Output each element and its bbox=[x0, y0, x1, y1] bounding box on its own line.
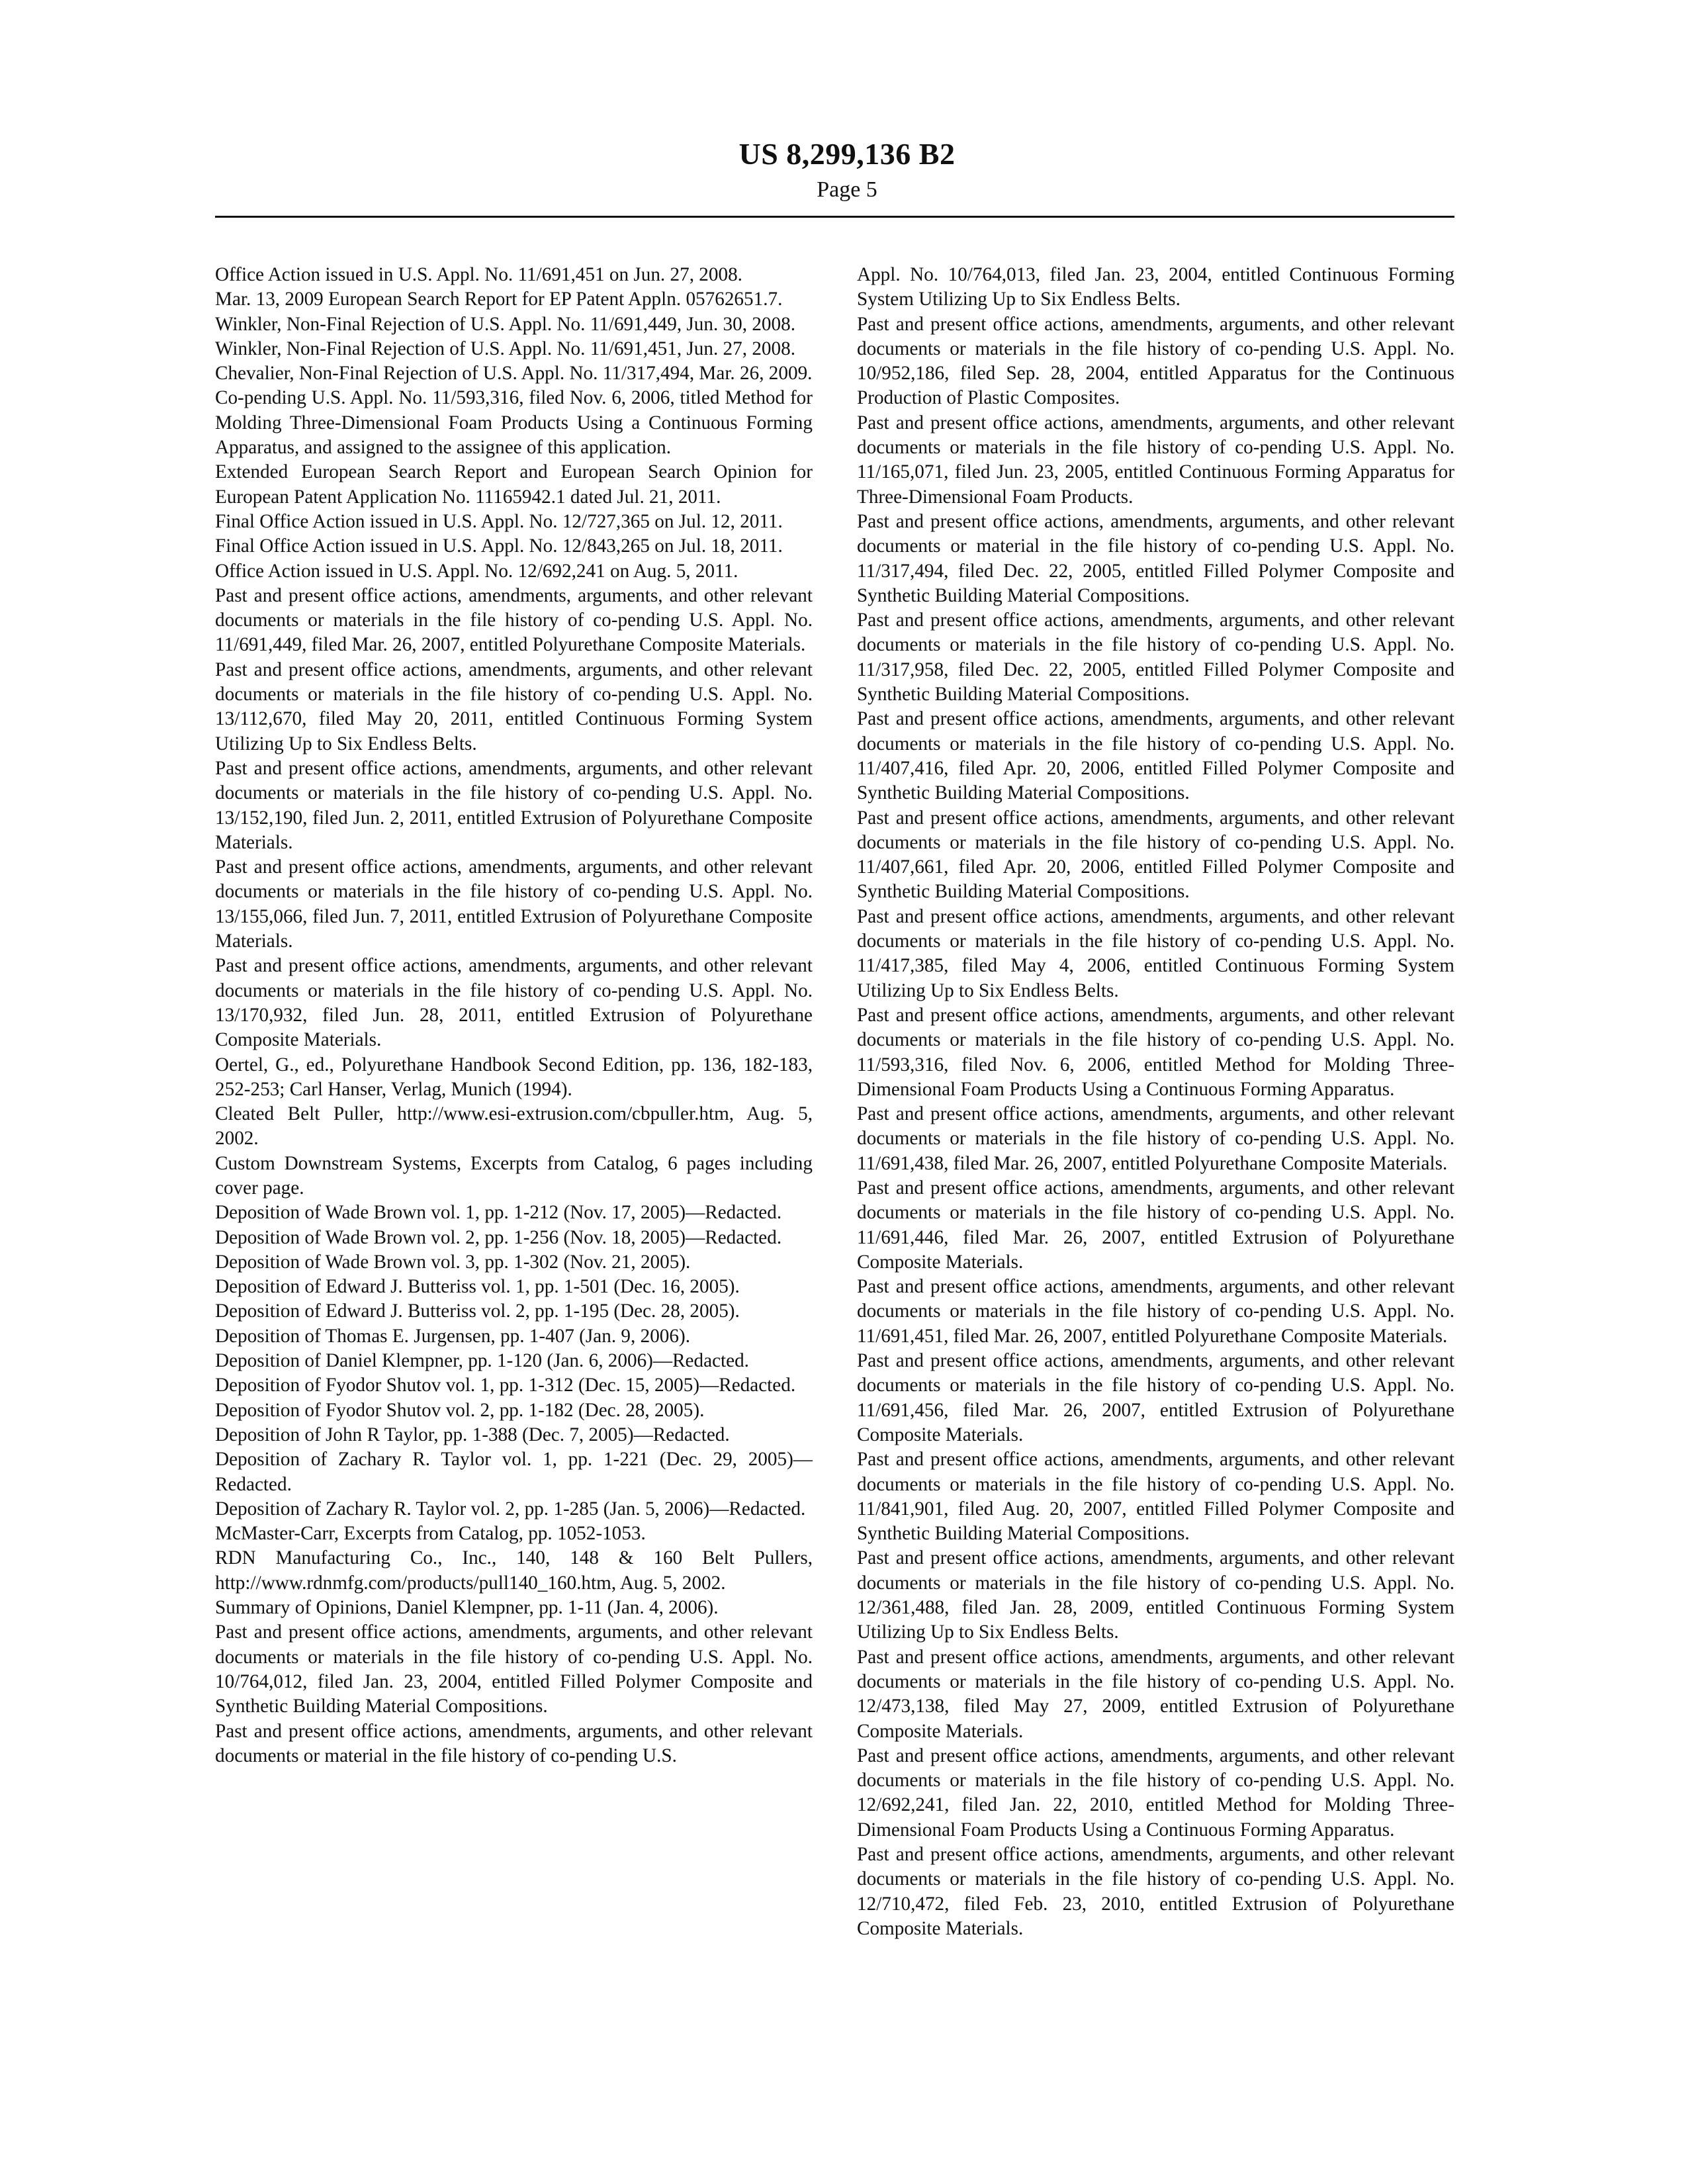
reference-entry: Past and present office actions, amendments, arguments, and other relevant documents or materials in the file history of co-pending U.S. Appl. No. 11/317,958, filed Dec. 22, 2005, entitled Filled Polymer Composite and Synthetic Building Material Compositions. bbox=[857, 608, 1454, 707]
page-header bbox=[0, 136, 1694, 205]
reference-entry: Past and present office actions, amendments, arguments, and other relevant documents or materials in the file history of co-pending U.S. Appl. No. 10/764,012, filed Jan. 23, 2004, entitled Filled Polymer Composite and Synthetic Building Material Compositions. bbox=[215, 1620, 813, 1719]
reference-entry: RDN Manufacturing Co., Inc., 140, 148 & 160 Belt Pullers, http://www.rdnmfg.com/products/pull140_160.htm, Aug. 5, 2002. bbox=[215, 1546, 813, 1596]
reference-entry: Deposition of Edward J. Butteriss vol. 2, pp. 1-195 (Dec. 28, 2005). bbox=[215, 1299, 813, 1324]
reference-entry: Past and present office actions, amendments, arguments, and other relevant documents or materials in the file history of co-pending U.S. Appl. No. 11/407,661, filed Apr. 20, 2006, entitled Filled Polymer Composite and Synthetic Building Material Compositions. bbox=[857, 806, 1454, 905]
reference-entry: Deposition of Zachary R. Taylor vol. 2, pp. 1-285 (Jan. 5, 2006)—Redacted. bbox=[215, 1497, 813, 1522]
patent-number: US 8,299,136 B2 bbox=[0, 136, 1694, 173]
reference-entry: Summary of Opinions, Daniel Klempner, pp. 1-11 (Jan. 4, 2006). bbox=[215, 1596, 813, 1620]
reference-entry: Oertel, G., ed., Polyurethane Handbook Second Edition, pp. 136, 182-183, 252-253; Carl Hanser, Verlag, Munich (1994). bbox=[215, 1053, 813, 1103]
reference-entry: Past and present office actions, amendments, arguments, and other relevant documents or materials in the file history of co-pending U.S. Appl. No. 11/593,316, filed Nov. 6, 2006, entitled Method for Molding Three-Dimensional Foam Products Using a Continuous Forming Apparatus. bbox=[857, 1003, 1454, 1102]
reference-entry: Past and present office actions, amendments, arguments, and other relevant documents or materials in the file history of co-pending U.S. Appl. No. 11/165,071, filed Jun. 23, 2005, entitled Continuous Forming Apparatus for Three-Dimensional Foam Products. bbox=[857, 411, 1454, 510]
right-column bbox=[857, 263, 1454, 1941]
reference-entry: Custom Downstream Systems, Excerpts from Catalog, 6 pages including cover page. bbox=[215, 1152, 813, 1201]
reference-entry: Deposition of Wade Brown vol. 1, pp. 1-212 (Nov. 17, 2005)—Redacted. bbox=[215, 1201, 813, 1225]
reference-entry: Past and present office actions, amendments, arguments, and other relevant documents or materials in the file history of co-pending U.S. Appl. No. 11/841,901, filed Aug. 20, 2007, entitled Filled Polymer Composite and Synthetic Building Material Compositions. bbox=[857, 1447, 1454, 1546]
reference-entry: Past and present office actions, amendments, arguments, and other relevant documents or materials in the file history of co-pending U.S. Appl. No. 13/155,066, filed Jun. 7, 2011, entitled Extrusion of Polyurethane Composite Materials. bbox=[215, 855, 813, 954]
reference-entry: Deposition of Fyodor Shutov vol. 1, pp. 1-312 (Dec. 15, 2005)—Redacted. bbox=[215, 1373, 813, 1398]
reference-entry: McMaster-Carr, Excerpts from Catalog, pp. 1052-1053. bbox=[215, 1522, 813, 1546]
reference-entry: Cleated Belt Puller, http://www.esi-extrusion.com/cbpuller.htm, Aug. 5, 2002. bbox=[215, 1102, 813, 1152]
reference-entry: Past and present office actions, amendments, arguments, and other relevant documents or materials in the file history of co-pending U.S. Appl. No. 12/710,472, filed Feb. 23, 2010, entitled Extrusion of Polyurethane Composite Materials. bbox=[857, 1843, 1454, 1941]
reference-entry: Mar. 13, 2009 European Search Report for EP Patent Appln. 05762651.7. bbox=[215, 287, 813, 312]
reference-entry: Past and present office actions, amendments, arguments, and other relevant documents or materials in the file history of co-pending U.S. Appl. No. 10/952,186, filed Sep. 28, 2004, entitled Apparatus for the Continuous Production of Plastic Composites. bbox=[857, 312, 1454, 411]
reference-entry: Deposition of Thomas E. Jurgensen, pp. 1-407 (Jan. 9, 2006). bbox=[215, 1324, 813, 1349]
reference-entry: Past and present office actions, amendments, arguments, and other relevant documents or materials in the file history of co-pending U.S. Appl. No. 11/691,438, filed Mar. 26, 2007, entitled Polyurethane Composite Materials. bbox=[857, 1102, 1454, 1176]
reference-entry: Past and present office actions, amendments, arguments, and other relevant documents or materials in the file history of co-pending U.S. Appl. No. 11/407,416, filed Apr. 20, 2006, entitled Filled Polymer Composite and Synthetic Building Material Compositions. bbox=[857, 707, 1454, 805]
reference-entry: Past and present office actions, amendments, arguments, and other relevant documents or material in the file history of co-pending U.S. Appl. No. 11/317,494, filed Dec. 22, 2005, entitled Filled Polymer Composite and Synthetic Building Material Compositions. bbox=[857, 510, 1454, 608]
reference-entry: Past and present office actions, amendments, arguments, and other relevant documents or materials in the file history of co-pending U.S. Appl. No. 12/473,138, filed May 27, 2009, entitled Extrusion of Polyurethane Composite Materials. bbox=[857, 1645, 1454, 1744]
reference-entry: Past and present office actions, amendments, arguments, and other relevant documents or materials in the file history of co-pending U.S. Appl. No. 11/417,385, filed May 4, 2006, entitled Continuous Forming System Utilizing Up to Six Endless Belts. bbox=[857, 905, 1454, 1003]
reference-entry: Deposition of Wade Brown vol. 3, pp. 1-302 (Nov. 21, 2005). bbox=[215, 1250, 813, 1275]
reference-entry: Final Office Action issued in U.S. Appl. No. 12/843,265 on Jul. 18, 2011. bbox=[215, 534, 813, 559]
reference-entry: Past and present office actions, amendments, arguments, and other relevant documents or materials in the file history of co-pending U.S. Appl. No. 13/170,932, filed Jun. 28, 2011, entitled Extrusion of Polyurethane Composite Materials. bbox=[215, 954, 813, 1052]
reference-entry: Extended European Search Report and European Search Opinion for European Patent Application No. 11165942.1 dated Jul. 21, 2011. bbox=[215, 460, 813, 510]
reference-entry: Deposition of Edward J. Butteriss vol. 1, pp. 1-501 (Dec. 16, 2005). bbox=[215, 1275, 813, 1299]
reference-entry: Past and present office actions, amendments, arguments, and other relevant documents or materials in the file history of co-pending U.S. Appl. No. 12/692,241, filed Jan. 22, 2010, entitled Method for Molding Three-Dimensional Foam Products Using a Continuous Forming Apparatus. bbox=[857, 1744, 1454, 1843]
reference-entry: Past and present office actions, amendments, arguments, and other relevant documents or materials in the file history of co-pending U.S. Appl. No. 11/691,451, filed Mar. 26, 2007, entitled Polyurethane Composite Materials. bbox=[857, 1275, 1454, 1349]
header-rule bbox=[215, 216, 1454, 218]
reference-entry: Deposition of Fyodor Shutov vol. 2, pp. 1-182 (Dec. 28, 2005). bbox=[215, 1398, 813, 1423]
reference-entry: Chevalier, Non-Final Rejection of U.S. Appl. No. 11/317,494, Mar. 26, 2009. bbox=[215, 361, 813, 386]
reference-entry: Past and present office actions, amendments, arguments, and other relevant documents or materials in the file history of co-pending U.S. Appl. No. 13/152,190, filed Jun. 2, 2011, entitled Extrusion of Polyurethane Composite Materials. bbox=[215, 756, 813, 855]
reference-entry: Co-pending U.S. Appl. No. 11/593,316, filed Nov. 6, 2006, titled Method for Molding Three-Dimensional Foam Products Using a Continuous Forming Apparatus, and assigned to the assignee of this application. bbox=[215, 386, 813, 460]
reference-entry: Deposition of John R Taylor, pp. 1-388 (Dec. 7, 2005)—Redacted. bbox=[215, 1423, 813, 1447]
reference-entry: Winkler, Non-Final Rejection of U.S. Appl. No. 11/691,449, Jun. 30, 2008. bbox=[215, 312, 813, 337]
reference-entry: Past and present office actions, amendments, arguments, and other relevant documents or materials in the file history of co-pending U.S. Appl. No. 11/691,456, filed Mar. 26, 2007, entitled Extrusion of Polyurethane Composite Materials. bbox=[857, 1349, 1454, 1447]
reference-entry: Office Action issued in U.S. Appl. No. 11/691,451 on Jun. 27, 2008. bbox=[215, 263, 813, 287]
reference-entry: Past and present office actions, amendments, arguments, and other relevant documents or materials in the file history of co-pending U.S. Appl. No. 11/691,446, filed Mar. 26, 2007, entitled Extrusion of Polyurethane Composite Materials. bbox=[857, 1176, 1454, 1275]
left-column bbox=[215, 263, 813, 1768]
reference-entry: Past and present office actions, amendments, arguments, and other relevant documents or materials in the file history of co-pending U.S. Appl. No. 13/112,670, filed May 20, 2011, entitled Continuous Forming System Utilizing Up to Six Endless Belts. bbox=[215, 658, 813, 756]
reference-entry: Past and present office actions, amendments, arguments, and other relevant documents or materials in the file history of co-pending U.S. Appl. No. 12/361,488, filed Jan. 28, 2009, entitled Continuous Forming System Utilizing Up to Six Endless Belts. bbox=[857, 1546, 1454, 1645]
reference-entry: Past and present office actions, amendments, arguments, and other relevant documents or material in the file history of co-pending U.S. bbox=[215, 1719, 813, 1769]
reference-entry: Office Action issued in U.S. Appl. No. 12/692,241 on Aug. 5, 2011. bbox=[215, 559, 813, 584]
reference-entry: Appl. No. 10/764,013, filed Jan. 23, 2004, entitled Continuous Forming System Utilizing Up to Six Endless Belts. bbox=[857, 263, 1454, 312]
reference-entry: Final Office Action issued in U.S. Appl. No. 12/727,365 on Jul. 12, 2011. bbox=[215, 510, 813, 534]
reference-entry: Deposition of Zachary R. Taylor vol. 1, pp. 1-221 (Dec. 29, 2005)—Redacted. bbox=[215, 1447, 813, 1497]
reference-entry: Deposition of Daniel Klempner, pp. 1-120 (Jan. 6, 2006)—Redacted. bbox=[215, 1349, 813, 1373]
reference-entry: Deposition of Wade Brown vol. 2, pp. 1-256 (Nov. 18, 2005)—Redacted. bbox=[215, 1226, 813, 1250]
page-number: Page 5 bbox=[0, 175, 1694, 205]
reference-entry: Past and present office actions, amendments, arguments, and other relevant documents or materials in the file history of co-pending U.S. Appl. No. 11/691,449, filed Mar. 26, 2007, entitled Polyurethane Composite Materials. bbox=[215, 584, 813, 658]
reference-entry: Winkler, Non-Final Rejection of U.S. Appl. No. 11/691,451, Jun. 27, 2008. bbox=[215, 337, 813, 361]
